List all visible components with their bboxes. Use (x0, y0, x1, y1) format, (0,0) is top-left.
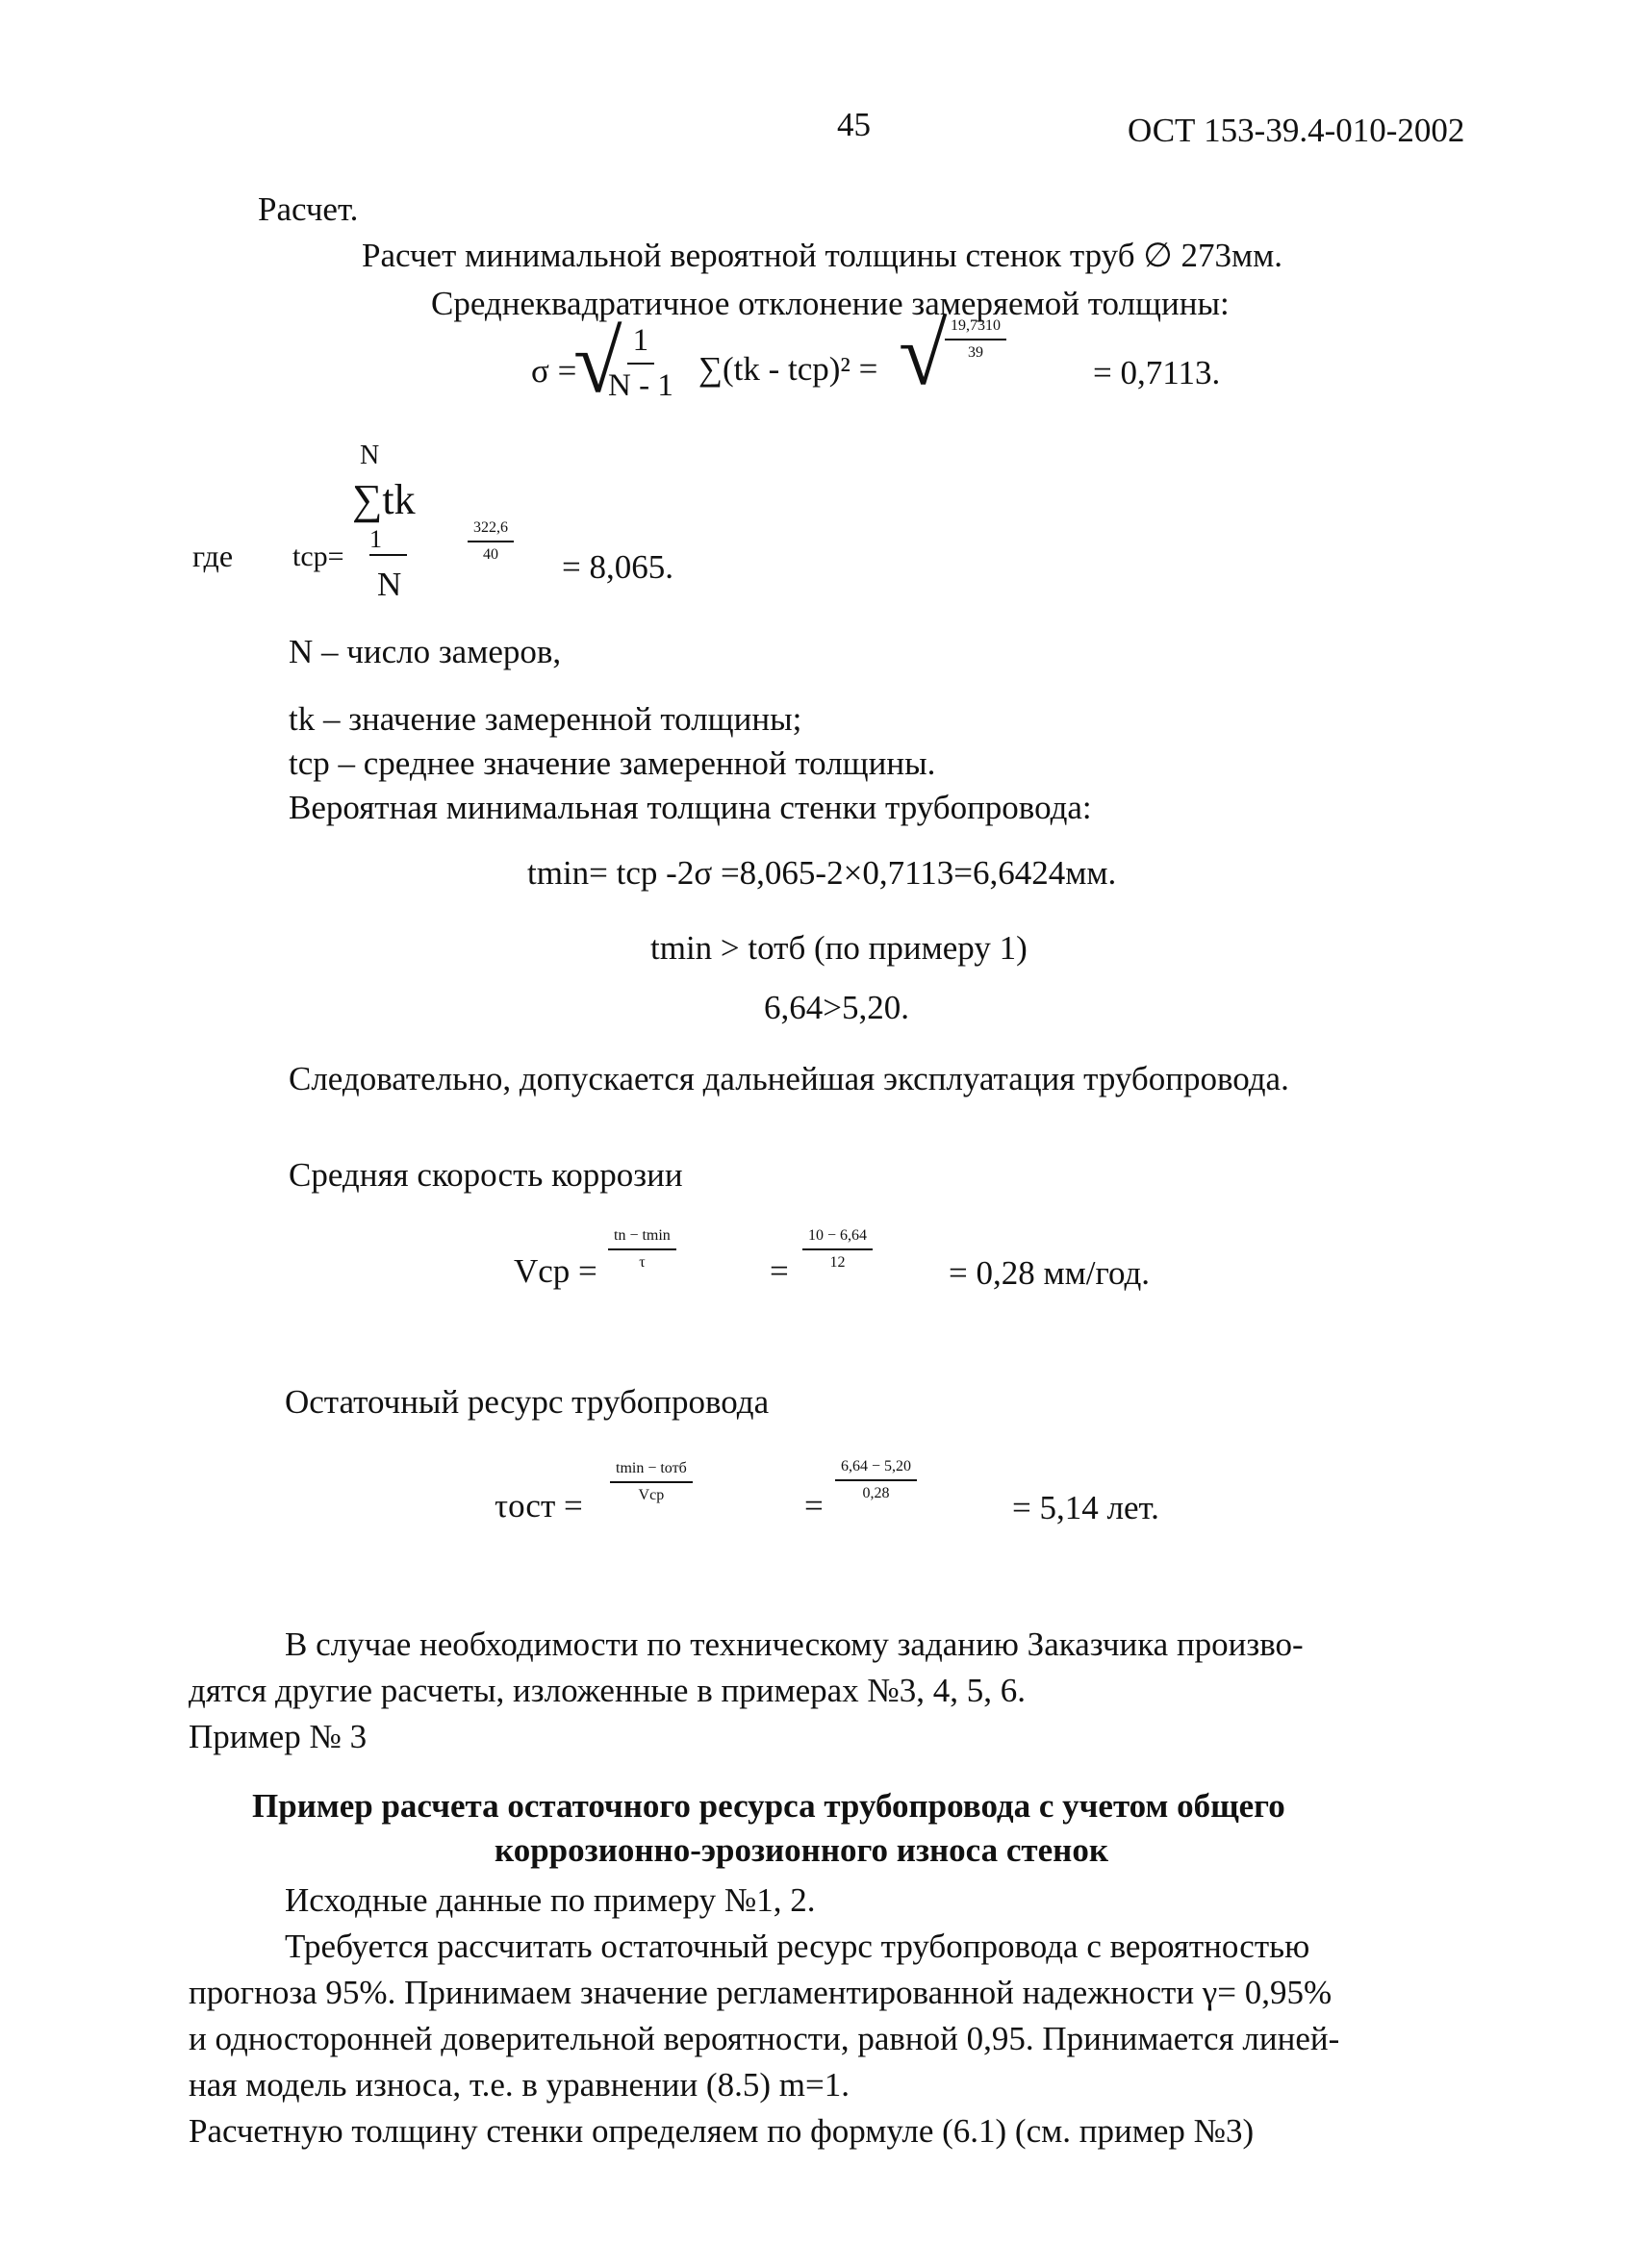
example-label: Пример № 3 (189, 1718, 368, 1755)
resource-frac-1-num: tmin − tотб (610, 1460, 693, 1483)
compare-values: 6,64>5,20. (764, 989, 909, 1026)
resource-result: = 5,14 лет. (1012, 1489, 1159, 1526)
speed-frac-2 (802, 1227, 873, 1272)
sigma-caption: Среднеквадратичное отклонение замеряемой толщины: (431, 285, 1230, 322)
tcp-den-value: 40 (483, 546, 498, 563)
resource-frac-2-num: 6,64 − 5,20 (835, 1458, 917, 1481)
speed-eq: = (770, 1252, 789, 1290)
section-label: Расчет. (258, 190, 359, 228)
resource-frac-2 (835, 1458, 917, 1502)
sigma-frac-2-num: 19,7310 (945, 317, 1006, 340)
speed-frac-1-num: tn − tmin (608, 1227, 676, 1250)
example-title-line2: коррозионно-эрозионного износа стенок (495, 1831, 1108, 1869)
sqrt-sign-1: √ (573, 313, 622, 411)
resource-caption: Остаточный ресурс трубопровода (285, 1383, 770, 1421)
resource-lhs: τост = (495, 1487, 583, 1525)
tcp-den-n: N (377, 566, 402, 603)
para-other-calcs-line1: В случае необходимости по техническому заданию Заказчика произво- (285, 1625, 1304, 1663)
sigma-result: = 0,7113. (1093, 354, 1221, 391)
sigma-frac-1 (608, 323, 673, 404)
speed-lhs: Vср = (514, 1252, 597, 1290)
last-line: Расчетную толщину стенки определяем по формуле (6.1) (см. пример №3) (189, 2112, 1255, 2150)
probable-caption: Вероятная минимальная толщина стенки трубопровода: (289, 789, 1092, 826)
conclusion: Следовательно, допускается дальнейшая эксплуатация трубопровода. (289, 1060, 1289, 1097)
speed-frac-1 (608, 1227, 676, 1272)
resource-frac-1 (610, 1460, 693, 1504)
para-required-line1: Требуется рассчитать остаточный ресурс трубопровода с вероятностью (285, 1928, 1310, 1965)
sigma-frac-1-den: N - 1 (608, 368, 673, 403)
example-title-line1: Пример расчета остаточного ресурса трубопровода с учетом общего (252, 1787, 1285, 1825)
speed-caption: Средняя скорость коррозии (289, 1156, 683, 1194)
sum-upper-limit: N (360, 441, 380, 470)
definition-n: N – число замеров, (289, 633, 562, 670)
sum-body: ∑tk (352, 476, 416, 523)
compare-line: tmin > tотб (по примеру 1) (650, 929, 1028, 967)
speed-frac-1-den: τ (639, 1254, 646, 1271)
resource-frac-2-den: 0,28 (862, 1485, 890, 1501)
sigma-lhs: σ = (531, 352, 577, 390)
sigma-frac-1-num: 1 (627, 323, 655, 365)
para-other-calcs-line2: дятся другие расчеты, изложенные в примерах №3, 4, 5, 6. (189, 1672, 1027, 1709)
sigma-frac-2 (945, 317, 1006, 362)
initial-data: Исходные данные по примеру №1, 2. (285, 1881, 816, 1919)
definition-tcp: tср – среднее значение замеренной толщины. (289, 744, 936, 782)
sqrt-sign-2: √ (899, 305, 948, 403)
resource-frac-1-den: Vср (638, 1487, 665, 1503)
sigma-sum-term: ∑(tk - tср)² = (698, 350, 878, 388)
speed-result: = 0,28 мм/год. (949, 1254, 1151, 1292)
para-required-line3: и односторонней доверительной вероятности, равной 0,95. Принимается линей- (189, 2020, 1340, 2057)
task-title: Расчет минимальной вероятной толщины стенок труб ∅ 273мм. (362, 237, 1283, 274)
para-required-line4: ная модель износа, т.е. в уравнении (8.5) m=1. (189, 2066, 850, 2104)
tcp-lhs: tср= (292, 541, 344, 572)
standard-code: ОСТ 153-39.4-010-2002 (1128, 112, 1465, 149)
speed-frac-2-num: 10 − 6,64 (802, 1227, 873, 1250)
page-number: 45 (837, 106, 871, 143)
para-required-line2: прогноза 95%. Принимаем значение регламентированной надежности γ= 0,95% (189, 1974, 1333, 2011)
tmin-formula: tmin= tср -2σ =8,065-2×0,7113=6,6424мм. (527, 854, 1117, 892)
speed-frac-2-den: 12 (829, 1254, 846, 1271)
sum-lower-limit: 1 (369, 527, 407, 556)
where-label: где (192, 539, 234, 573)
tcp-value-frac (468, 519, 514, 564)
definition-tk: tk – значение замеренной толщины; (289, 700, 802, 738)
tcp-result: = 8,065. (562, 548, 673, 586)
sigma-frac-2-den: 39 (968, 344, 983, 361)
tcp-num-value: 322,6 (468, 519, 514, 542)
resource-eq: = (804, 1487, 824, 1525)
